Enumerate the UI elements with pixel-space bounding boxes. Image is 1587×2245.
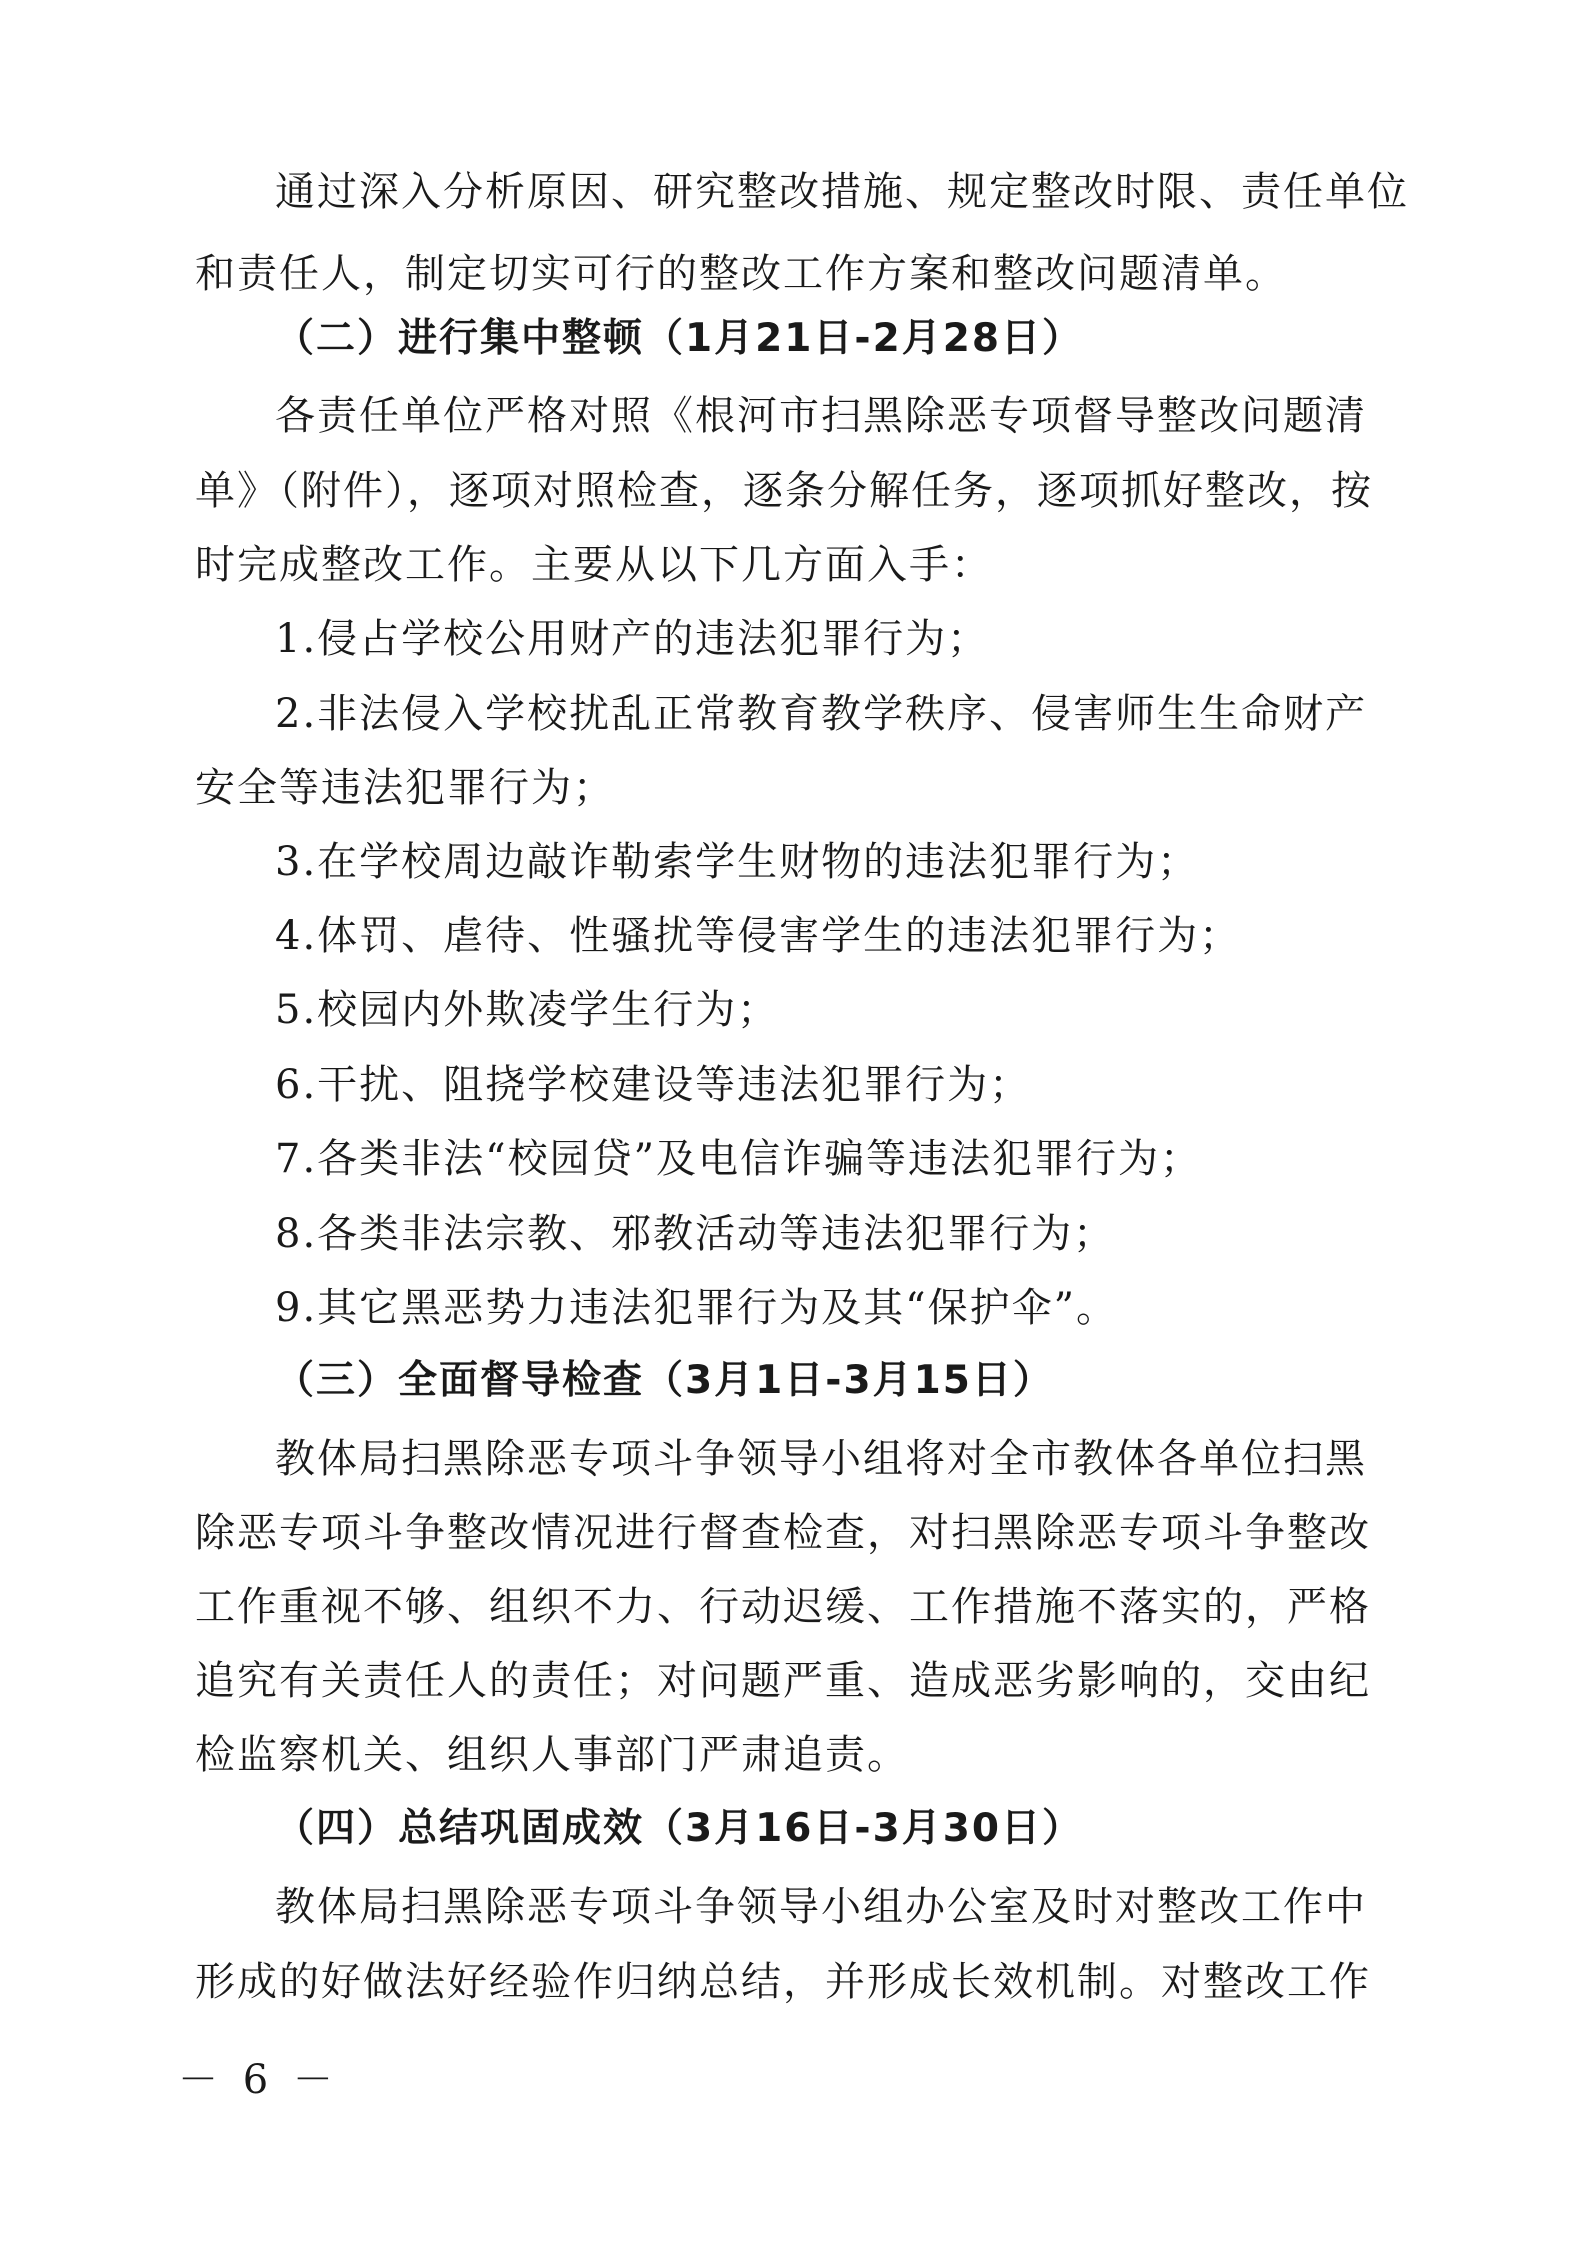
- paragraph-line-10: 检监察机关、组织人事部门严肃追责。: [195, 1732, 909, 1778]
- list-item-5: 5.校园内外欺凌学生行为；: [275, 987, 780, 1033]
- list-item-8: 8.各类非法宗教、邪教活动等违法犯罪行为；: [275, 1211, 1116, 1257]
- list-item-2: 2.非法侵入学校扰乱正常教育教学秩序、侵害师生生命财产: [275, 691, 1368, 737]
- list-item-3: 3.在学校周边敲诈勒索学生财物的违法犯罪行为；: [275, 839, 1200, 885]
- list-item-6: 6.干扰、阻挠学校建设等违法犯罪行为；: [275, 1062, 1032, 1108]
- paragraph-line-5: 时完成整改工作。主要从以下几方面入手：: [195, 542, 993, 588]
- paragraph-line-1: 通过深入分析原因、研究整改措施、规定整改时限、责任单位: [275, 169, 1409, 215]
- paragraph-line-2: 和责任人，制定切实可行的整改工作方案和整改问题清单。: [195, 251, 1287, 297]
- paragraph-line-8: 工作重视不够、组织不力、行动迟缓、工作措施不落实的，严格: [195, 1584, 1371, 1630]
- paragraph-line-11: 教体局扫黑除恶专项斗争领导小组办公室及时对整改工作中: [275, 1884, 1367, 1930]
- page-number: － 6 －: [178, 2057, 339, 2103]
- list-item-4: 4.体罚、虐待、性骚扰等侵害学生的违法犯罪行为；: [275, 913, 1242, 959]
- list-item-7: 7.各类非法“校园贷”及电信诈骗等违法犯罪行为；: [275, 1136, 1203, 1182]
- paragraph-line-4: 单》（附件），逐项对照检查，逐条分解任务，逐项抓好整改，按: [195, 468, 1373, 514]
- section-heading-3: （三）全面督导检查（3月1日-3月15日）: [275, 1358, 1054, 1403]
- section-heading-4: （四）总结巩固成效（3月16日-3月30日）: [275, 1806, 1084, 1851]
- paragraph-line-6: 教体局扫黑除恶专项斗争领导小组将对全市教体各单位扫黑: [275, 1436, 1367, 1482]
- paragraph-line-3: 各责任单位严格对照《根河市扫黑除恶专项督导整改问题清: [275, 393, 1367, 439]
- list-item-1: 1.侵占学校公用财产的违法犯罪行为；: [275, 616, 990, 662]
- list-item-9: 9.其它黑恶势力违法犯罪行为及其“保护伞”。: [275, 1285, 1119, 1331]
- list-item-2-continued: 安全等违法犯罪行为；: [195, 765, 615, 811]
- paragraph-line-12: 形成的好做法好经验作归纳总结，并形成长效机制。对整改工作: [195, 1959, 1371, 2005]
- section-heading-2: （二）进行集中整顿（1月21日-2月28日）: [275, 316, 1084, 361]
- paragraph-line-9: 追究有关责任人的责任；对问题严重、造成恶劣影响的，交由纪: [195, 1658, 1371, 1704]
- paragraph-line-7: 除恶专项斗争整改情况进行督查检查，对扫黑除恶专项斗争整改: [195, 1510, 1371, 1556]
